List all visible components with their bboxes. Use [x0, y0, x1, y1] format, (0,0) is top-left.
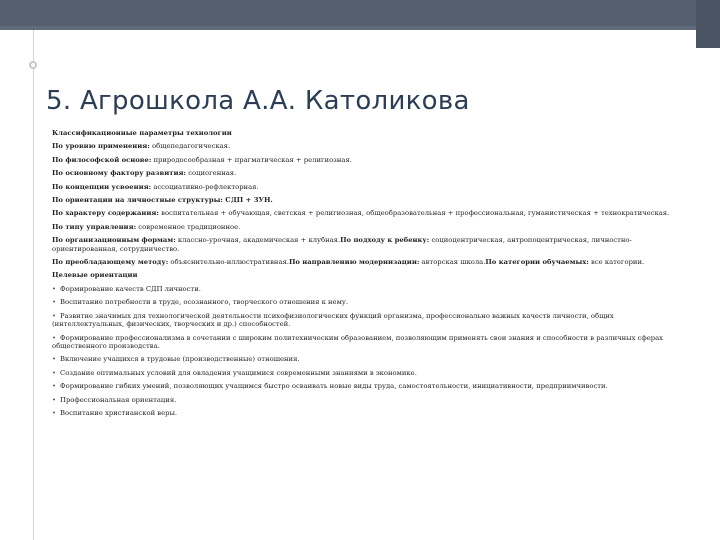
slide-body [52, 129, 682, 422]
list-item: • Формирование качеств СДП личности. [52, 284, 201, 293]
param-line-management: По типу управления: современное традиционное. [52, 222, 241, 231]
list-item: • Формирование гибких умений, позволяющих учащимся быстро осваивать новые виды труда, самостоятельности, инициативности, предприимчивости. [52, 382, 608, 391]
param-line-concept: По концепции усвоения: ассоциативно-рефлекторная. [52, 182, 259, 191]
bullet-icon: • [52, 311, 57, 320]
list-item: • Формирование профессионализма в сочетании с широким политехническим образованием, позволяющим применять свои знания и способности в различных сферах общественного производства. [52, 333, 663, 350]
top-banner-tab [696, 0, 720, 48]
list-item: • Профессиональная ориентация. [52, 395, 177, 404]
bullet-icon: • [52, 298, 57, 307]
left-rule [33, 30, 34, 540]
param-line-orientation: По ориентации на личностные структуры: СДП + ЗУН. [52, 196, 273, 205]
bullet-icon: • [52, 333, 57, 342]
list-item: • Воспитание потребности в труде, осознанного, творческого отношения к нему. [52, 298, 349, 307]
bullet-icon: • [52, 355, 57, 364]
param-line-level: По уровню применения: общепедагогическая. [52, 142, 231, 151]
bullet-icon: • [52, 284, 57, 293]
param-line-development: По основному фактору развития: социогенная. [52, 169, 237, 178]
bullet-icon: • [52, 382, 57, 391]
list-item: • Создание оптимальных условий для овладения учащимися современными знаниями в экономике. [52, 368, 417, 377]
bullet-icon: • [52, 368, 57, 377]
list-item: • Воспитание христианской веры. [52, 408, 178, 417]
param-line-forms: По организационным формам: классно-урочная, академическая + клубная.По подходу к ребенку: социоцентрическая, антропоцентрическая, личностно-ориентированная, сотрудничество. [52, 236, 632, 253]
param-line-content: По характеру содержания: воспитательная + обучающая, светская + религиозная, общеобразовательная + профессиональная, гуманистическая + технократическая. [52, 209, 670, 218]
bullet-icon: • [52, 408, 57, 417]
param-line-method: По преобладающему методу: объяснительно-иллюстративная.По направлению модернизации: авторская школа.По категории обучаемых: все категории. [52, 258, 645, 267]
list-item: • Включение учащихся в трудовые (производственные) отношения. [52, 355, 300, 364]
list-item: • Развитие значимых для технологической деятельности психофизиологических функций организма, профессионально важных качеств личности, общих (интеллектуальных, физических, творческих и др.) способностей. [52, 311, 614, 329]
params-heading: Классификационные параметры технологии [52, 129, 232, 137]
goals-heading: Целевые ориентации [52, 271, 138, 280]
top-banner-band [0, 0, 720, 26]
slide-title: 5. Агрошкола А.А. Католикова [46, 86, 470, 116]
param-line-philosophy: По философской основе: природосообразная + прагматическая + религиозная. [52, 155, 352, 164]
rule-marker [29, 61, 37, 69]
bullet-icon: • [52, 395, 57, 404]
